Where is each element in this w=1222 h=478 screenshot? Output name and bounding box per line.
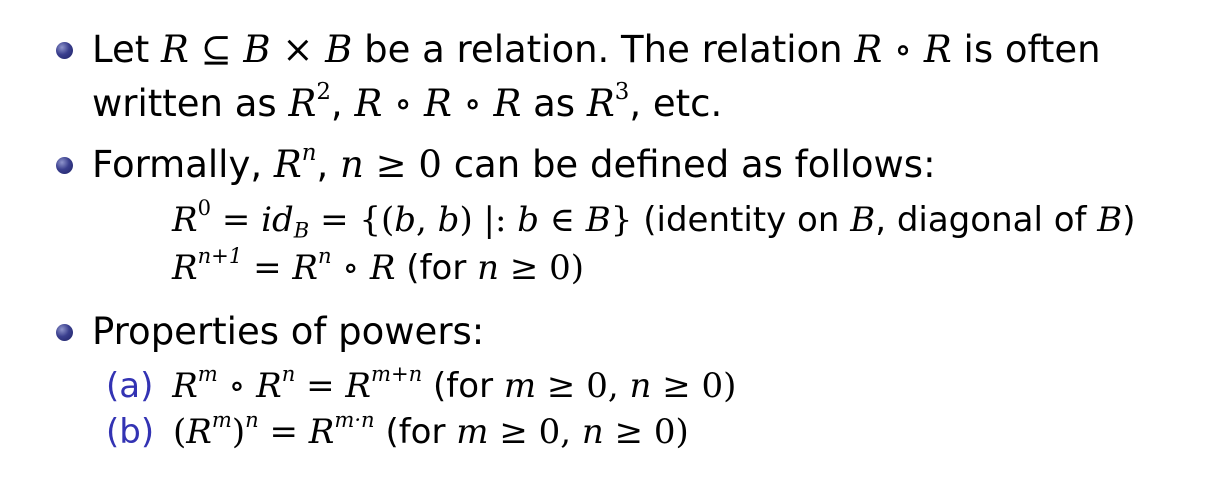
property-b-label: (b): [106, 412, 155, 452]
bullet-1: [56, 42, 73, 59]
bullet-2-line-1: Formally, $R^n$, n ≥ 0 can be defined as follows:: [92, 139, 936, 186]
property-a-label: (a): [106, 366, 154, 406]
bullet-3-line-1: Properties of powers:: [92, 310, 485, 353]
property-a: (a) $R^m$ ∘ $R^n = R^{m+n}$ (for m ≥ 0, n ≥ 0): [106, 361, 737, 406]
property-b: (b) $(R^m)^n = R^{m\cdot n}$ (for m ≥ 0, n ≥ 0): [106, 407, 689, 452]
bullet-3: [56, 324, 73, 341]
bullet-2: [56, 157, 73, 174]
definition-rn1: $R^{n+1} = R^n$ ∘ R (for n ≥ 0): [172, 243, 585, 288]
bullet-1-line-1: Let R ⊆ B × B be a relation. The relation R ∘ R is often: [92, 28, 1101, 71]
definition-r0: $R^0 = id_B = \{(b$, b) |: b ∈ B} (identity on B, diagonal of B): [172, 195, 1136, 243]
bullet-1-line-2: written as $R^2$, R ∘ R ∘ R as $R^3$, etc.: [92, 78, 723, 125]
